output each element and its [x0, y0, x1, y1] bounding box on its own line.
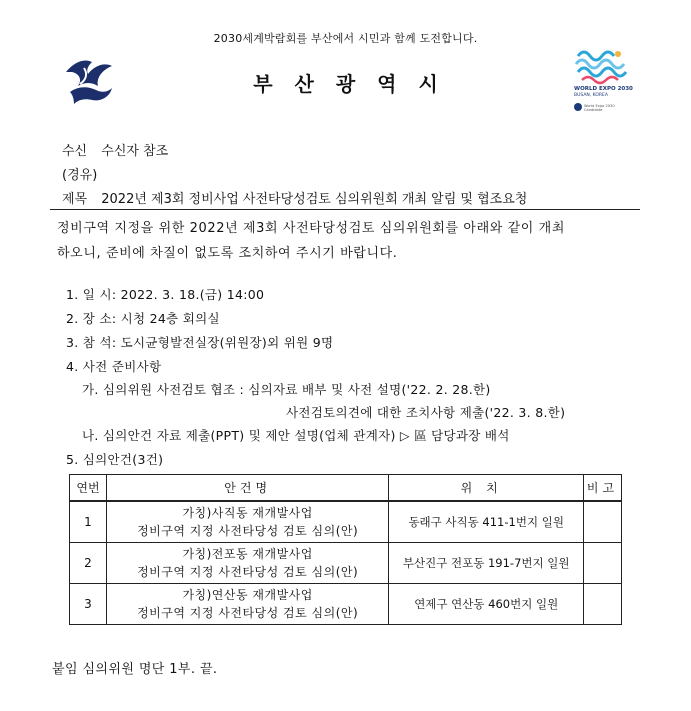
table-row [70, 584, 622, 625]
item-prep-title: 4. 사전 준비사항 [66, 359, 162, 374]
row-no: 2 [70, 543, 107, 584]
col-header-location: 위치 [389, 475, 584, 502]
row-no: 3 [70, 584, 107, 625]
item-place: 2. 장 소: 시청 24층 회의실 [66, 311, 220, 326]
row-name: 가칭)전포동 재개발사업 정비구역 지정 사전타당성 검토 심의(안) [106, 543, 388, 584]
row-note [584, 584, 622, 625]
slogan: 2030세계박람회를 부산에서 시민과 함께 도전합니다. [213, 32, 478, 45]
subject-value: 2022년 제3회 정비사업 사전타당성검토 심의위원회 개최 알림 및 협조요청 [101, 192, 528, 207]
row-note [584, 543, 622, 584]
recipient-label: 수신 [62, 144, 88, 159]
col-header-no: 연번 [70, 475, 107, 502]
table-row [70, 501, 622, 543]
via-line: (경유) [62, 168, 98, 183]
recipient-value: 수신자 참조 [101, 144, 169, 159]
row-note [584, 501, 622, 543]
row-location: 부산진구 전포동 191-7번지 일원 [389, 543, 584, 584]
row-no: 1 [70, 501, 107, 543]
attachment-note: 붙임 심의위원 명단 1부. 끝. [52, 662, 218, 677]
expo-seal-icon [574, 103, 582, 111]
organization-title: 부산광역시 [253, 72, 460, 96]
col-header-note: 비고 [584, 475, 622, 502]
row-name: 가칭)연산동 재개발사업 정비구역 지정 사전타당성 검토 심의(안) [106, 584, 388, 625]
row-location: 연제구 연산동 460번지 일원 [389, 584, 584, 625]
table-row [70, 543, 622, 584]
subject-line [62, 188, 527, 207]
item-prep-b: 나. 심의안건 자료 제출(PPT) 및 제안 설명(업체 관계자) ▷ 區 담당과장 배석 [82, 428, 510, 443]
item-prep-a1: 가. 심의위원 사전검토 협조 : 심의자료 배부 및 사전 설명('22. 2. 28.한) [82, 382, 491, 397]
row-location: 동래구 사직동 411-1번지 일원 [389, 501, 584, 543]
item-agenda-title: 5. 심의안건(3건) [66, 452, 164, 467]
table-header-row [70, 475, 622, 502]
intro-paragraph: 정비구역 지정을 위한 2022년 제3회 사전타당성검토 심의위원회를 아래와 같이 개최 하오니, 준비에 차질이 없도록 조치하여 주시기 바랍니다. [57, 221, 566, 261]
world-expo-2030-logo: WORLD EXPO 2030 BUSAN, KOREA World Expo 2030 Candidate [572, 46, 630, 118]
agenda-table [69, 474, 622, 625]
header-divider [50, 209, 640, 210]
recipient-line [62, 140, 168, 159]
col-header-name: 안건명 [106, 475, 388, 502]
subject-label: 제목 [62, 192, 88, 207]
item-date: 1. 일 시: 2022. 3. 18.(금) 14:00 [66, 287, 265, 302]
item-prep-a2: 사전검토의견에 대한 조치사항 제출('22. 3. 8.한) [286, 405, 566, 420]
row-name: 가칭)사직동 재개발사업 정비구역 지정 사전타당성 검토 심의(안) [106, 501, 388, 543]
item-attendees: 3. 참 석: 도시균형발전실장(위원장)외 위원 9명 [66, 335, 334, 350]
